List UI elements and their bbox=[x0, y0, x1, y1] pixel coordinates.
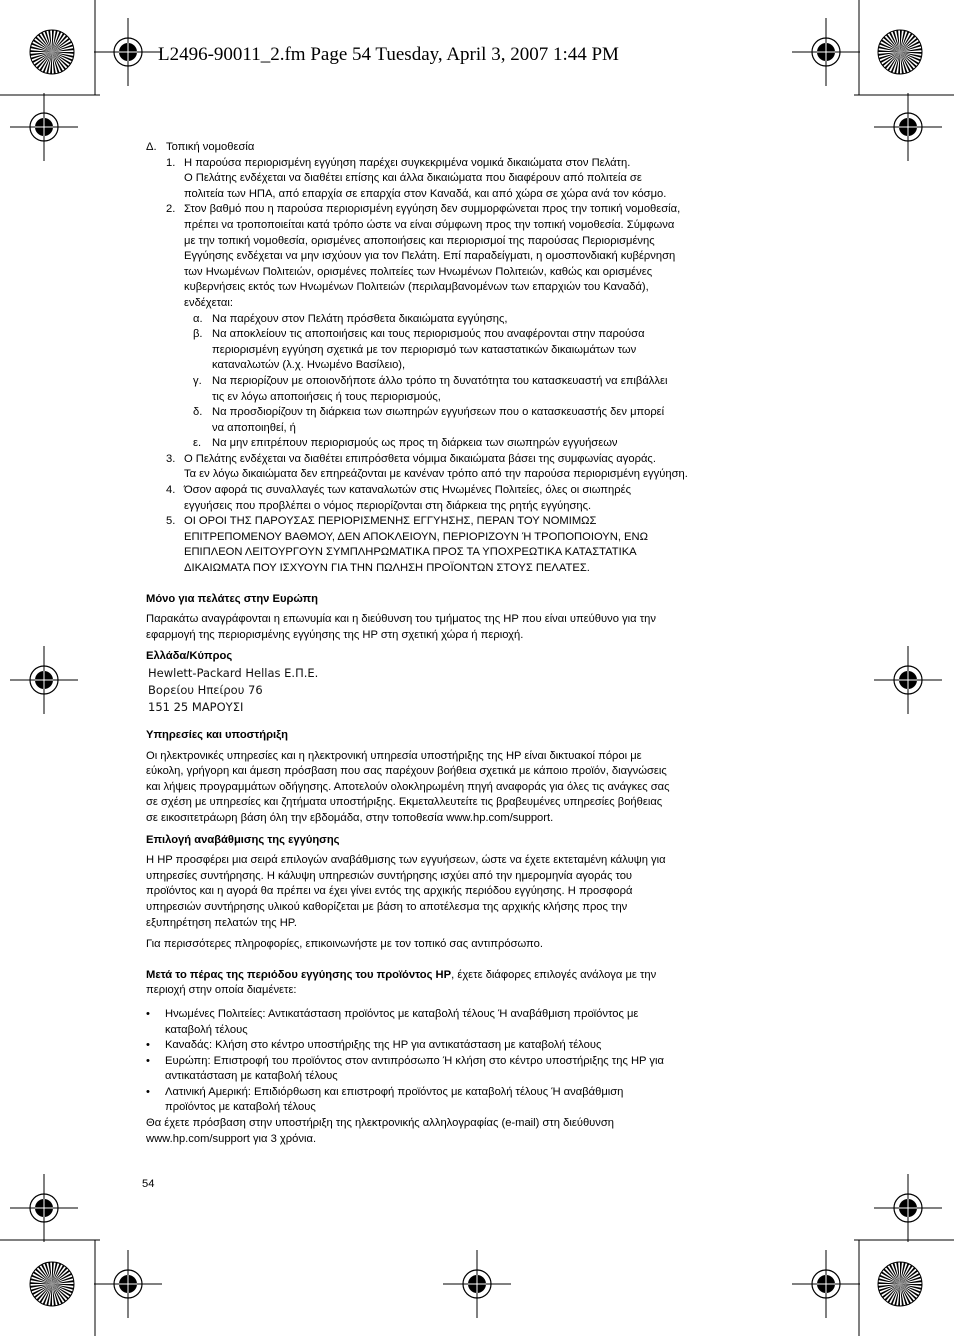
lettered-item bbox=[146, 405, 766, 436]
lettered-item-text bbox=[212, 405, 766, 436]
text-line: Να προσδιορίζουν τη διάρκεια των σιωπηρών εγγυήσεων που ο κατασκευαστής δεν μπορεί bbox=[212, 406, 665, 419]
text-line: Να παρέχουν στον Πελάτη πρόσθετα δικαιώματα εγγύησης, bbox=[212, 312, 508, 325]
numbered-item bbox=[146, 156, 766, 203]
registration-mark bbox=[792, 18, 860, 86]
bullet-item bbox=[146, 1085, 766, 1116]
text-line: πολιτεία των ΗΠΑ, από επαρχία σε επαρχία στον Καναδά, και από χώρα σε χώρα ανά τον κόσμο. bbox=[184, 187, 667, 200]
numbered-item-text bbox=[184, 483, 766, 514]
text-line: Εγγύησης ενδέχεται να μην ισχύουν για τον Πελάτη. Επί παραδείγματι, η ομοσπονδιακή κυβέρνηση bbox=[184, 250, 676, 263]
services-heading: Υπηρεσίες και υποστήριξη bbox=[146, 729, 288, 741]
text-line: Να αποκλείουν τις αποποιήσεις και τους περιορισμούς που αναφέρονται στην παρούσα bbox=[212, 328, 645, 341]
text-line: εξυπηρέτηση πελατών της HP. bbox=[146, 916, 297, 929]
text-line: πρέπει να τροποποιείται κατά τρόπο ώστε να είναι σύμφωνη προς την τοπική νομοθεσία. Σύμφωνα bbox=[184, 218, 675, 231]
text-line: σε εικοσιτετράωρη βάση όλη την εβδομάδα, στην τοποθεσία www.hp.com/support. bbox=[146, 811, 554, 824]
options-list bbox=[146, 1007, 766, 1116]
numbered-item bbox=[146, 514, 766, 576]
text-line: περιορισμένη εγγύηση σχετικά με τον περιορισμό των καταστατικών δικαιωμάτων των bbox=[212, 343, 637, 356]
text-line: προϊόντος με καταβολή τέλους bbox=[165, 1101, 316, 1114]
europe-paragraph bbox=[146, 612, 766, 643]
text-line: ΕΠΙΠΛΕΟΝ ΛΕΙΤΟΥΡΓΟΥΝ ΣΥΜΠΛΗΡΩΜΑΤΙΚΑ ΠΡΟΣ ΤΑ ΥΠΟΧΡΕΩΤΙΚΑ ΚΑΤΑΣΤΑΤΙΚΑ bbox=[184, 546, 637, 559]
registration-mark bbox=[874, 1174, 942, 1242]
page-number: 54 bbox=[142, 1178, 155, 1190]
text-line: Όσον αφορά τις συναλλαγές των καταναλωτών στις Ηνωμένες Πολιτείες, όλες οι σιωπηρές bbox=[184, 484, 631, 497]
bullet-item-text bbox=[165, 1007, 766, 1038]
lettered-item-marker: δ. bbox=[193, 406, 203, 419]
registration-mark bbox=[792, 1250, 860, 1318]
registration-mark bbox=[94, 1250, 162, 1318]
text-line: Ευρώπη: Επιστροφή του προϊόντος στον αντιπρόσωπο Ή κλήση στο κέντρο υποστήριξης της HP για bbox=[165, 1054, 664, 1067]
section-title: Τοπική νομοθεσία bbox=[166, 141, 255, 153]
text-line: Ο Πελάτης ενδέχεται να διαθέτει επιπρόσθετα νόμιμα δικαιώματα βάσει της συμφωνίας αγοράς. bbox=[184, 452, 656, 465]
text-line: 151 25 ΜΑΡΟΥΣΙ bbox=[148, 700, 244, 714]
registration-mark bbox=[10, 93, 78, 161]
bullet-item-marker: • bbox=[146, 1085, 150, 1098]
star-target bbox=[878, 30, 922, 74]
registration-mark bbox=[874, 93, 942, 161]
text-line: Να μην επιτρέπουν περιορισμούς ως προς τη διάρκεια των σιωπηρών εγγυήσεων bbox=[212, 437, 618, 450]
text-line: καταναλωτών (λ.χ. Ηνωμένο Βασίλειο), bbox=[212, 359, 406, 372]
text-line: καταβολή τέλους bbox=[165, 1023, 248, 1036]
text-line: κυβερνήσεις εκτός των Ηνωμένων Πολιτειών (περιλαμβανομένων των επαρχιών του Καναδά), bbox=[184, 281, 649, 294]
law-list-continued bbox=[146, 452, 766, 577]
text-line: Θα έχετε πρόσβαση στην υποστήριξη της ηλεκτρονικής αλληλογραφίας (e-mail) στη διεύθυνση bbox=[146, 1117, 615, 1130]
text-line: Βορείου Ηπείρου 76 bbox=[148, 683, 263, 697]
numbered-item-marker: 3. bbox=[166, 452, 176, 465]
numbered-item bbox=[146, 483, 766, 514]
text-line: εγγυήσεις που προβλέπει ο νόμος περιορίζονται στη διάρκεια της ρητής εγγύησης. bbox=[184, 499, 592, 512]
registration-mark bbox=[443, 1250, 511, 1318]
text-line: τις εν λόγω αποποιήσεις ή τους περιορισμούς, bbox=[212, 390, 441, 403]
europe-heading: Μόνο για πελάτες στην Ευρώπη bbox=[146, 592, 318, 605]
registration-mark bbox=[94, 18, 162, 86]
numbered-item-marker: 5. bbox=[166, 515, 176, 528]
numbered-item-marker: 1. bbox=[166, 156, 176, 169]
bullet-item-text bbox=[165, 1054, 766, 1085]
lettered-item-text bbox=[212, 436, 766, 452]
numbered-item-text bbox=[184, 156, 766, 203]
after-warranty-rest: , έχετε διάφορες επιλογές ανάλογα με την bbox=[451, 968, 657, 981]
bullet-item bbox=[146, 1007, 766, 1038]
text-line: με την τοπική νομοθεσία, ορισμένες αποποιήσεις και περιορισμοί της παρούσας Περιορισμένης bbox=[184, 234, 655, 247]
text-line: Να περιορίζουν με οποιονδήποτε άλλο τρόπο τη δυνατότητα του κατασκευαστή να επιβάλλει bbox=[212, 374, 668, 387]
section-marker: Δ. bbox=[146, 141, 157, 153]
lettered-item-text bbox=[212, 374, 766, 405]
text-line: εφαρμογή της περιορισμένης εγγύησης της HP στη σχετική χώρα ή περιοχή. bbox=[146, 628, 524, 641]
registration-mark bbox=[10, 1174, 78, 1242]
greece-heading: Ελλάδα/Κύπρος bbox=[146, 650, 233, 663]
lettered-item-text bbox=[212, 312, 766, 328]
text-line: υπηρεσιών συντήρησης υλικού καθορίζεται με βάση το αποτέλεσμα της αρχικής κλήσης προς την bbox=[146, 900, 628, 913]
lettered-item-marker: γ. bbox=[193, 374, 202, 387]
bullet-item-marker: • bbox=[146, 1039, 150, 1052]
text-line: Ηνωμένες Πολιτείες: Αντικατάσταση προϊόντος με καταβολή τέλους Ή αναβάθμιση προϊόντος με bbox=[165, 1007, 639, 1020]
bullet-item bbox=[146, 1038, 766, 1054]
text-line: Λατινική Αμερική: Επιδιόρθωση και επιστροφή προϊόντος με καταβολή τέλους Ή αναβάθμιση bbox=[165, 1085, 624, 1098]
numbered-item-text bbox=[184, 202, 766, 311]
numbered-item-marker: 2. bbox=[166, 203, 176, 216]
lettered-item bbox=[146, 312, 766, 328]
hp-greece-address bbox=[146, 665, 766, 716]
registration-mark bbox=[10, 646, 78, 714]
text-line: να αποποιηθεί, ή bbox=[212, 421, 296, 434]
text-line: των Ηνωμένων Πολιτειών, ορισμένες πολιτείες των Ηνωμένων Πολιτειών, καθώς και ορισμένες bbox=[184, 265, 653, 278]
text-line: Οι ηλεκτρονικές υπηρεσίες και η ηλεκτρονική υπηρεσία υποστήριξης της HP είναι δικτυακοί πόροι με bbox=[146, 749, 642, 762]
numbered-item-text bbox=[184, 514, 766, 576]
text-line: αντικατάσταση με καταβολή τέλους bbox=[165, 1070, 338, 1083]
text-line: εύκολη, γρήγορη και άμεση πρόσβαση που σας παρέχουν βοήθεια σχετικά με κάποιο προϊόν, διαγνώσεις bbox=[146, 765, 667, 778]
after-warranty-bold: Μετά το πέρας της περιόδου εγγύησης του προϊόντος HP bbox=[146, 968, 452, 981]
text-line: Ο Πελάτης ενδέχεται να διαθέτει επίσης και άλλα δικαιώματα που διαφέρουν από πολιτεία σε bbox=[184, 172, 642, 185]
star-target bbox=[30, 1262, 74, 1306]
text-line: σε σχέση με υπηρεσίες και ζητήματα υποστήριξης. Εκμεταλλευτείτε τις βραβευμένες υπηρεσίες βοήθειας bbox=[146, 796, 663, 809]
after-warranty-line2: περιοχή στην οποία διαμένετε: bbox=[146, 984, 297, 997]
bullet-item-text bbox=[165, 1085, 766, 1116]
bullet-item-marker: • bbox=[146, 1054, 150, 1067]
services-paragraph bbox=[146, 749, 766, 827]
after-warranty-intro bbox=[146, 968, 766, 984]
lettered-item bbox=[146, 327, 766, 374]
text-line: Παρακάτω αναγράφονται η επωνυμία και η διεύθυνση του τμήματος της HP που είναι υπεύθυνο για την bbox=[146, 613, 656, 626]
text-line: ΔΙΚΑΙΩΜΑΤΑ ΠΟΥ ΙΣΧΥΟΥΝ ΓΙΑ ΤΗΝ ΠΩΛΗΣΗ ΠΡΟΪΟΝΤΩΝ ΣΤΟΥΣ ΠΕΛΑΤΕΣ. bbox=[184, 562, 590, 575]
text-line: ΕΠΙΤΡΕΠΟΜΕΝΟΥ ΒΑΘΜΟΥ, ΔΕΝ ΑΠΟΚΛΕΙΟΥΝ, ΠΕΡΙΟΡΙΖΟΥΝ Ή ΤΡΟΠΟΠΟΙΟΥΝ, ΕΝΩ bbox=[184, 530, 648, 543]
email-support-paragraph bbox=[146, 1116, 766, 1147]
lettered-item bbox=[146, 436, 766, 452]
text-line: Hewlett-Packard Hellas E.Π.Ε. bbox=[148, 666, 319, 680]
text-line: Στον βαθμό που η παρούσα περιορισμένη εγγύηση δεν συμμορφώνεται προς την τοπική νομοθεσία, bbox=[184, 203, 681, 216]
numbered-item-marker: 4. bbox=[166, 484, 176, 497]
bullet-item-text bbox=[165, 1038, 766, 1054]
text-line: προϊόντος και η αγορά θα πρέπει να έχει γίνει εντός της αρχικής περιόδου εγγύησης. Η προσφορά bbox=[146, 885, 633, 898]
star-target bbox=[30, 30, 74, 74]
lettered-item-marker: β. bbox=[193, 328, 203, 341]
star-target bbox=[878, 1262, 922, 1306]
upgrade-paragraph bbox=[146, 853, 766, 931]
page-body bbox=[146, 140, 766, 1147]
bullet-item bbox=[146, 1054, 766, 1085]
text-line: υπηρεσίες συντήρησης. Η κάλυψη υπηρεσιών συντήρησης ισχύει από την ημερομηνία αγοράς του bbox=[146, 869, 633, 882]
numbered-item-text bbox=[184, 452, 766, 483]
text-line: Τα εν λόγω δικαιώματα δεν επηρεάζονται με κανέναν τρόπο από την παρούσα περιορισμένη εγγύηση. bbox=[184, 468, 688, 481]
text-line: ενδέχεται: bbox=[184, 296, 233, 309]
lettered-item-text bbox=[212, 327, 766, 374]
lettered-item-marker: α. bbox=[193, 312, 203, 325]
registration-mark bbox=[874, 646, 942, 714]
upgrade-contact: Για περισσότερες πληροφορίες, επικοινωνήστε με τον τοπικό σας αντιπρόσωπο. bbox=[146, 938, 543, 951]
lettered-item-marker: ε. bbox=[193, 437, 202, 450]
text-line: και λήψεις προγραμμάτων οδήγησης. Αποτελούν ολοκληρωμένη πηγή αναφοράς για όλες τις ανάγκες σας bbox=[146, 780, 670, 793]
upgrade-heading: Επιλογή αναβάθμισης της εγγύησης bbox=[146, 833, 340, 846]
text-line: Η παρούσα περιορισμένη εγγύηση παρέχει συγκεκριμένα νομικά δικαιώματα στον Πελάτη. bbox=[184, 156, 631, 169]
numbered-item bbox=[146, 202, 766, 311]
law-list bbox=[146, 156, 766, 312]
law-sublist bbox=[146, 312, 766, 452]
text-line: ΟΙ ΟΡΟΙ ΤΗΣ ΠΑΡΟΥΣΑΣ ΠΕΡΙΟΡΙΣΜΕΝΗΣ ΕΓΓΥΗΣΗΣ, ΠΕΡΑΝ ΤΟΥ ΝΟΜΙΜΩΣ bbox=[184, 515, 597, 528]
text-line: www.hp.com/support για 3 χρόνια. bbox=[146, 1132, 317, 1145]
lettered-item bbox=[146, 374, 766, 405]
bullet-item-marker: • bbox=[146, 1007, 150, 1020]
text-line: Καναδάς: Κλήση στο κέντρο υποστήριξης της HP για αντικατάσταση με καταβολή τέλους bbox=[165, 1039, 602, 1052]
local-law-heading bbox=[146, 140, 766, 156]
text-line: Η HP προσφέρει μια σειρά επιλογών αναβάθμισης των εγγυήσεων, ώστε να έχετε εκτεταμένη κάλυψη για bbox=[146, 854, 666, 867]
numbered-item bbox=[146, 452, 766, 483]
page-header: L2496-90011_2.fm Page 54 Tuesday, April 3, 2007 1:44 PM bbox=[158, 44, 619, 65]
